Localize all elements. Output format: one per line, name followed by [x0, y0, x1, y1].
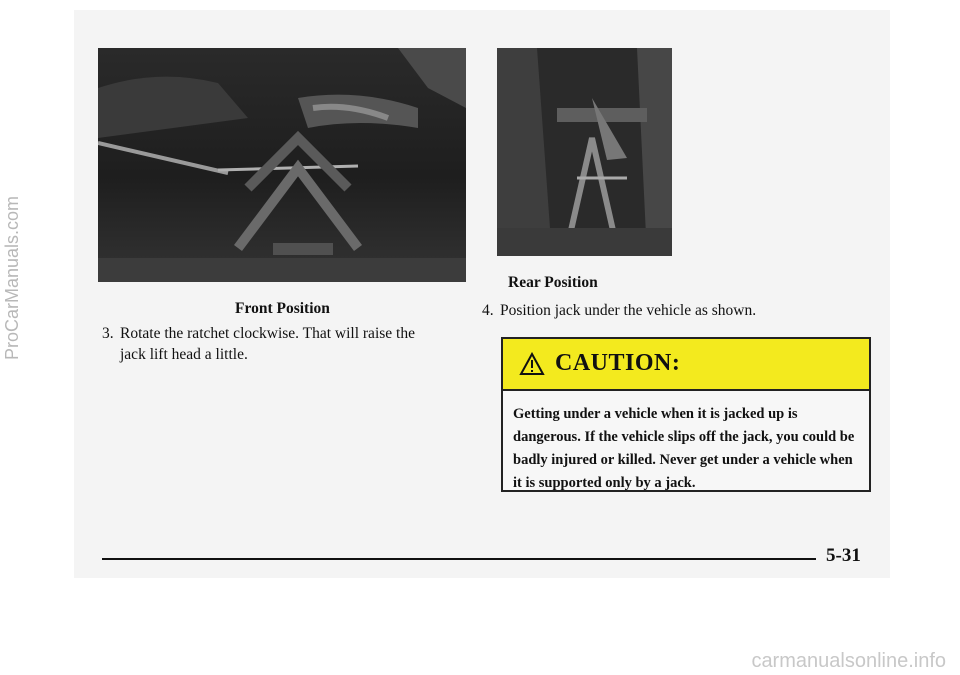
- front-position-photo: [98, 48, 466, 282]
- manual-page: [74, 10, 890, 578]
- rear-position-caption: Rear Position: [508, 274, 598, 291]
- caution-header: [503, 339, 869, 391]
- caution-body: Getting under a vehicle when it is jacked up is dangerous. If the vehicle slips off the jack, you could be badly injured or killed. Never get under a vehicle when it is supported only by a jack.: [513, 406, 855, 491]
- footer-rule: [102, 558, 816, 560]
- page-number: 5-31: [826, 545, 861, 566]
- step-number: 3.: [102, 325, 114, 342]
- warning-triangle-icon: [519, 352, 545, 376]
- watermark-text: ProCarManuals.com: [2, 195, 22, 360]
- rear-jack-illustration: [497, 48, 672, 256]
- front-jack-illustration: [98, 48, 466, 282]
- step-number: 4.: [482, 302, 494, 319]
- caution-box: [501, 337, 871, 492]
- site-watermark: carmanualsonline.info: [751, 650, 946, 672]
- rear-position-photo: [497, 48, 672, 256]
- caution-title: CAUTION:: [555, 350, 681, 376]
- front-position-caption: Front Position: [235, 300, 330, 317]
- side-watermark: [0, 195, 30, 365]
- step-text: Position jack under the vehicle as shown.: [500, 302, 757, 319]
- step-text: Rotate the ratchet clockwise. That will raise the jack lift head a little.: [120, 325, 415, 363]
